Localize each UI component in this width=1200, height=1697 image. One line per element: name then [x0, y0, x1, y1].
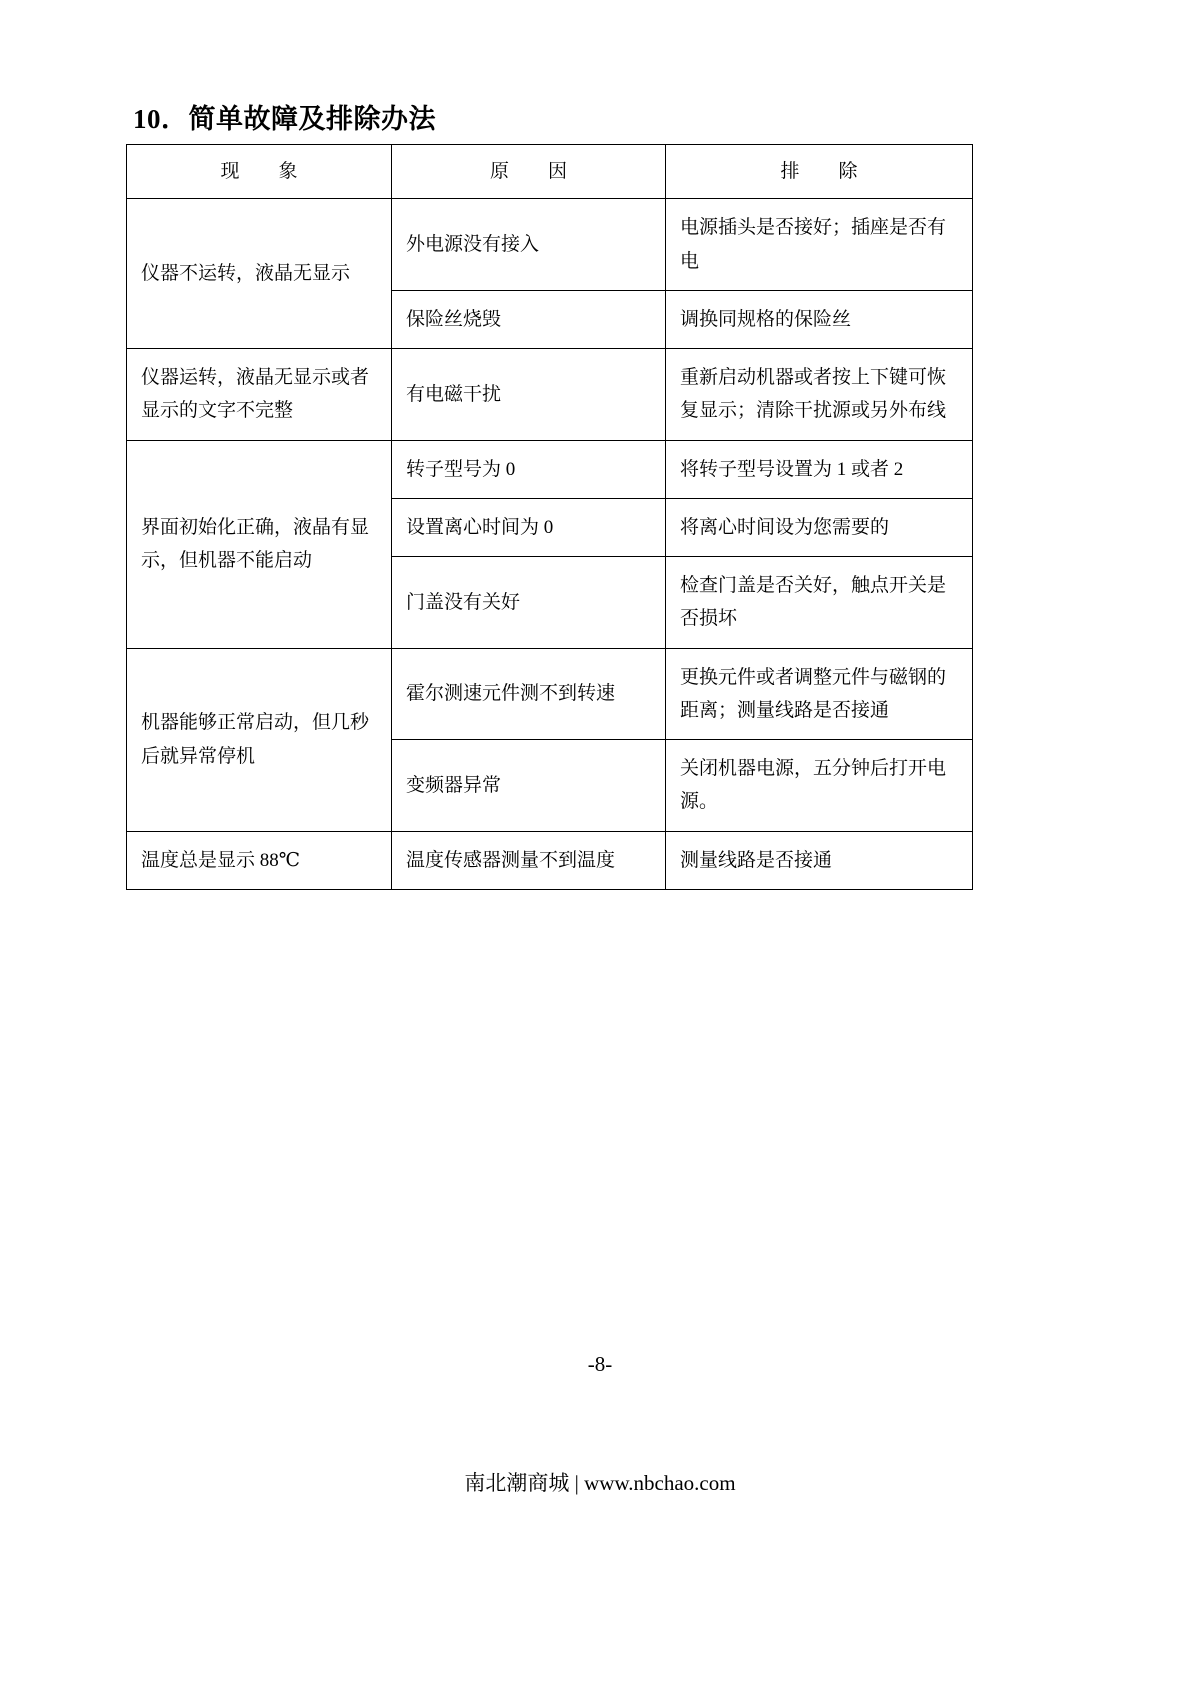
cell-symptom: 机器能够正常启动，但几秒后就异常停机 [127, 648, 392, 831]
cell-fix: 更换元件或者调整元件与磁钢的距离；测量线路是否接通 [666, 648, 973, 740]
cell-cause: 保险丝烧毁 [392, 290, 666, 348]
table-header-row [127, 145, 973, 199]
cell-cause: 门盖没有关好 [392, 557, 666, 649]
cell-fix: 关闭机器电源，五分钟后打开电源。 [666, 740, 973, 832]
table-row [127, 831, 973, 889]
table-row [127, 199, 973, 291]
cell-symptom: 仪器运转，液晶无显示或者显示的文字不完整 [127, 349, 392, 441]
page-title: 10．简单故障及排除办法 [133, 104, 436, 134]
cell-fix: 重新启动机器或者按上下键可恢复显示；清除干扰源或另外布线 [666, 349, 973, 441]
table-header [127, 145, 973, 199]
cell-cause: 转子型号为 0 [392, 440, 666, 498]
table-row [127, 648, 973, 740]
cell-cause: 设置离心时间为 0 [392, 498, 666, 556]
cell-cause: 外电源没有接入 [392, 199, 666, 291]
cell-cause: 温度传感器测量不到温度 [392, 831, 666, 889]
table-body [127, 199, 973, 890]
cell-symptom: 仪器不运转，液晶无显示 [127, 199, 392, 349]
cell-fix: 将转子型号设置为 1 或者 2 [666, 440, 973, 498]
cell-cause: 霍尔测速元件测不到转速 [392, 648, 666, 740]
cell-fix: 调换同规格的保险丝 [666, 290, 973, 348]
column-header-cause: 原 因 [392, 145, 666, 199]
cell-cause: 变频器异常 [392, 740, 666, 832]
column-header-symptom: 现 象 [127, 145, 392, 199]
page-number: -8- [587, 1352, 613, 1376]
table-row [127, 349, 973, 441]
footer-watermark: 南北潮商城 | www.nbchao.com [464, 1471, 736, 1495]
cell-fix: 检查门盖是否关好，触点开关是否损坏 [666, 557, 973, 649]
cell-cause: 有电磁干扰 [392, 349, 666, 441]
column-header-fix: 排 除 [666, 145, 973, 199]
cell-fix: 测量线路是否接通 [666, 831, 973, 889]
cell-symptom: 温度总是显示 88℃ [127, 831, 392, 889]
cell-symptom: 界面初始化正确，液晶有显示，但机器不能启动 [127, 440, 392, 648]
cell-fix: 电源插头是否接好；插座是否有电 [666, 199, 973, 291]
table-row [127, 440, 973, 498]
troubleshooting-table [126, 144, 973, 890]
cell-fix: 将离心时间设为您需要的 [666, 498, 973, 556]
